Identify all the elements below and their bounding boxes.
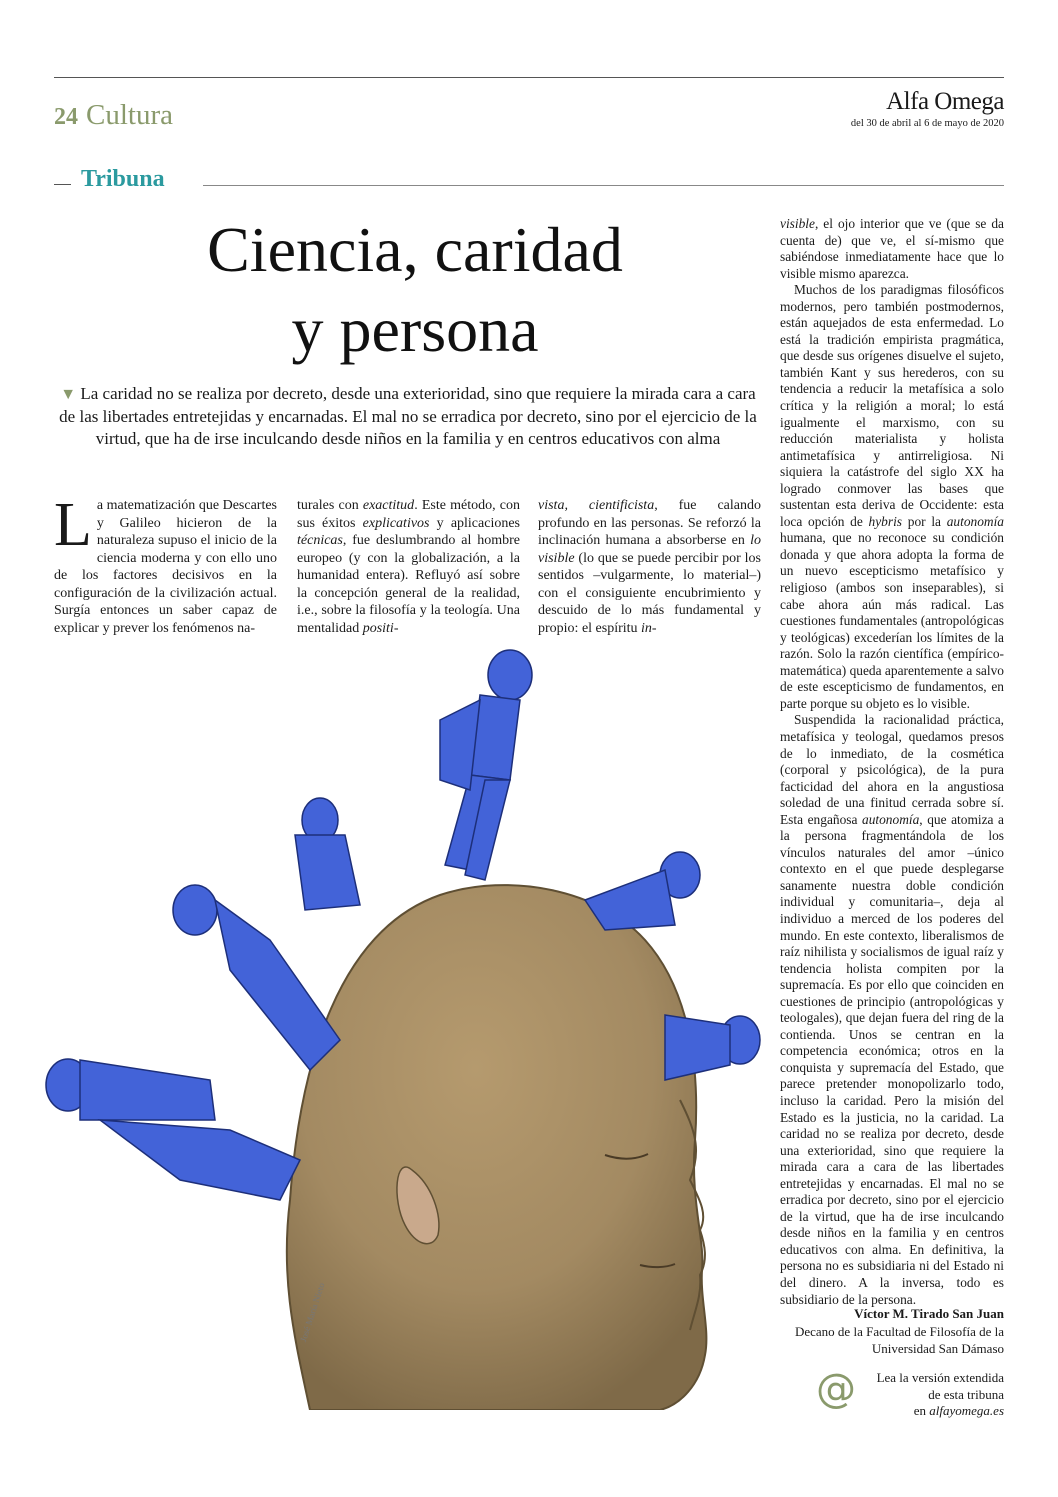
promo-line: Lea la versión extendida [876, 1370, 1004, 1385]
blue-figure-top [440, 650, 532, 880]
brand-logo: Alfa Omega [886, 88, 1004, 115]
text-run-italic: hybris [868, 513, 903, 529]
text-run-italic: autonomía [862, 811, 920, 827]
text-run-italic: in- [641, 620, 657, 636]
text-run-italic: lo visible [538, 533, 761, 566]
text-run: , fue calando profundo en las personas. Se reforzó la inclinación humana a absorberse en [538, 498, 761, 548]
text-run-italic: exactitud [362, 498, 415, 513]
promo-line: de esta tribuna [928, 1386, 1004, 1402]
text-run: por la [902, 513, 947, 529]
blue-figure-upper-left [295, 798, 360, 910]
arrow-down-icon: ▼ [60, 386, 77, 403]
author-role-line: Decano de la Facultad de Filosofía de la [794, 1324, 1004, 1339]
promo-line: en [913, 1403, 930, 1418]
text-run: Muchos de los paradigmas filosóficos modernos, pero también postmodernos, están aquejados de esta enfermedad. Lo está la tradición empirista pragmática, que desde sus orígenes disuelve el sujeto, también Kant y sus herederos, con su tendencia a reducir la metafísica a solo crítica y la religión a moral; lo está igualmente el marxismo, con su reducción materialista y holista antimetafísica y antirreligiosa. Ni siquiera la catástrofe del siglo XX ha logrado conmover las bases que sustentan esta deriva de Occidente: esta loca opción de [780, 282, 1004, 529]
author-role-line: Universidad San Dámaso [871, 1340, 1004, 1356]
text-run: Suspendida la racionalidad práctica, metafísica y teologal, quedamos presos de lo inmediato, de la cosmética (corporal y psicológica), de la pura facticidad del ahora en la angustiosa soledad de una finitud cerrada sobre sí. Esta engañosa [780, 712, 1004, 827]
body-column-1 [54, 491, 277, 637]
side-column [780, 216, 1004, 1308]
section-title: Cultura [86, 99, 173, 131]
side-paragraph-2 [780, 282, 1004, 712]
headline [80, 210, 750, 370]
side-paragraph-1 [780, 216, 1004, 282]
text-run-italic: vista, cientificista [538, 498, 655, 513]
top-rule [54, 77, 1004, 78]
blue-figure-far-left [46, 1059, 300, 1200]
kicker-label: Tribuna [81, 166, 165, 192]
text-run: y aplicaciones [429, 515, 520, 531]
illustration [40, 640, 780, 1410]
text-run: , el ojo interior que ve (que se da cuenta de) que ve, el sí-mismo que sabiéndose inmediatamente hace que lo visible mismo aparezca. [780, 216, 1004, 281]
standfirst [58, 383, 758, 450]
side-paragraph-3 [780, 712, 1004, 1308]
kicker-rule [203, 185, 1004, 186]
headline-line-1: Ciencia, caridad [207, 214, 623, 285]
body-column-2 [297, 497, 520, 637]
text-run: , fue deslumbrando al hombre europeo (y con la globalización, a la humanidad entera). Refluyó así sobre la concepción general de la realidad, i.e., sobre la filosofía y la teología. Una mentalidad [297, 533, 520, 636]
text-run-italic: explicativos [362, 515, 430, 531]
text-run-italic: técnicas [297, 533, 343, 548]
text-run: (lo que se puede percibir por los sentidos –vulgarmente, lo material–) con el consiguiente encubrimiento y descuido de lo más fundamental y propio: el espíritu [538, 550, 761, 636]
text-run: , que atomiza a la persona fragmentándola de los vínculos naturales del amor –único contexto en el que puede desplegarse sanamente nuestra doble condición individual y comunitaria–, deja al individuo a merced de los poderes del mundo. En este contexto, liberalismos de raíz nihilista y socialismos de igual raíz y tendencia holista compiten por la supremacía. Es por ello que coinciden en cuestiones de principio (antropológicas y teologales), que dejan fuera del ring de la contienda. Unos se centran en la competencia económica; otros en la conquista y supremacía del Estado, que parece pretender monopolizarlo todo, incluso la caridad. Pero la misión del Estado es la justicia, no la caridad. La caridad no se realiza por decreto, desde una exterioridad, sino que requiere la mirada cara a cara de las libertades entretejidas y encarnadas. El mal no se erradica por decreto, sino por el ejercicio de la virtud, que ha de irse inculcando desde niños en la familia y en centros educativos con alma. En definitiva, la persona no es subsidiaria ni del Estado ni del dinero. A la inversa, todo es subsidiario de la persona. [780, 811, 1004, 1307]
blue-figure-right [665, 1015, 760, 1080]
author-role [774, 1324, 1004, 1357]
promo-link[interactable]: alfayomega.es [929, 1403, 1004, 1418]
text-run-italic: visible [780, 216, 815, 231]
text-run: humana, que no reconoce su condición donada y que ahora adopta la forma de un nuevo escepticismo metafísico y religioso (ambos son inseparables), si cabe ahora aún más radical. Las cuestiones fundamentales (antropológicas y teológicas) excederían los límites de la razón. Solo la razón científica (empírico-matemática) queda aparentemente a salvo de este escepticismo de fundamentos, en parte porque su objeto es lo visible. [780, 530, 1004, 711]
web-promo [844, 1370, 1004, 1420]
illustration-credit: José María Nieto [298, 1281, 327, 1344]
author-name: Víctor M. Tirado San Juan [854, 1306, 1004, 1321]
standfirst-text: La caridad no se realiza por decreto, desde una exterioridad, sino que requiere la mirada cara a cara de las libertades entretejidas y encarnadas. El mal no se erradica por decreto, sino por el ejercicio de la virtud, que ha de irse inculcando desde niños en la familia y en centros educativos con alma [59, 384, 757, 448]
drop-cap: L [54, 491, 92, 559]
col1-text: a matematización que Descartes y Galileo hicieron de la naturaleza supuso el inicio de la ciencia moderna y con ello uno de los factores decisivos en la configuración de la civilización actual. Surgía entonces un saber capaz de explicar y prever los fenómenos na- [54, 498, 277, 636]
edition-date: del 30 de abril al 6 de mayo de 2020 [850, 118, 1004, 129]
bald-head-shape [287, 885, 707, 1410]
text-run: . Este método, con sus éxitos [297, 498, 521, 531]
headline-line-2: y persona [291, 294, 539, 365]
blue-figure-left-diagonal [173, 885, 340, 1070]
body-column-3 [538, 497, 761, 637]
kicker-dash [54, 184, 71, 185]
text-run: turales con [297, 498, 363, 513]
text-run-italic: autonomía [946, 513, 1004, 529]
text-run-italic: positi- [362, 620, 399, 636]
blue-figure-upper-right [585, 852, 700, 930]
at-sign-icon: @ [816, 1366, 856, 1412]
page-number: 24 [54, 104, 78, 130]
